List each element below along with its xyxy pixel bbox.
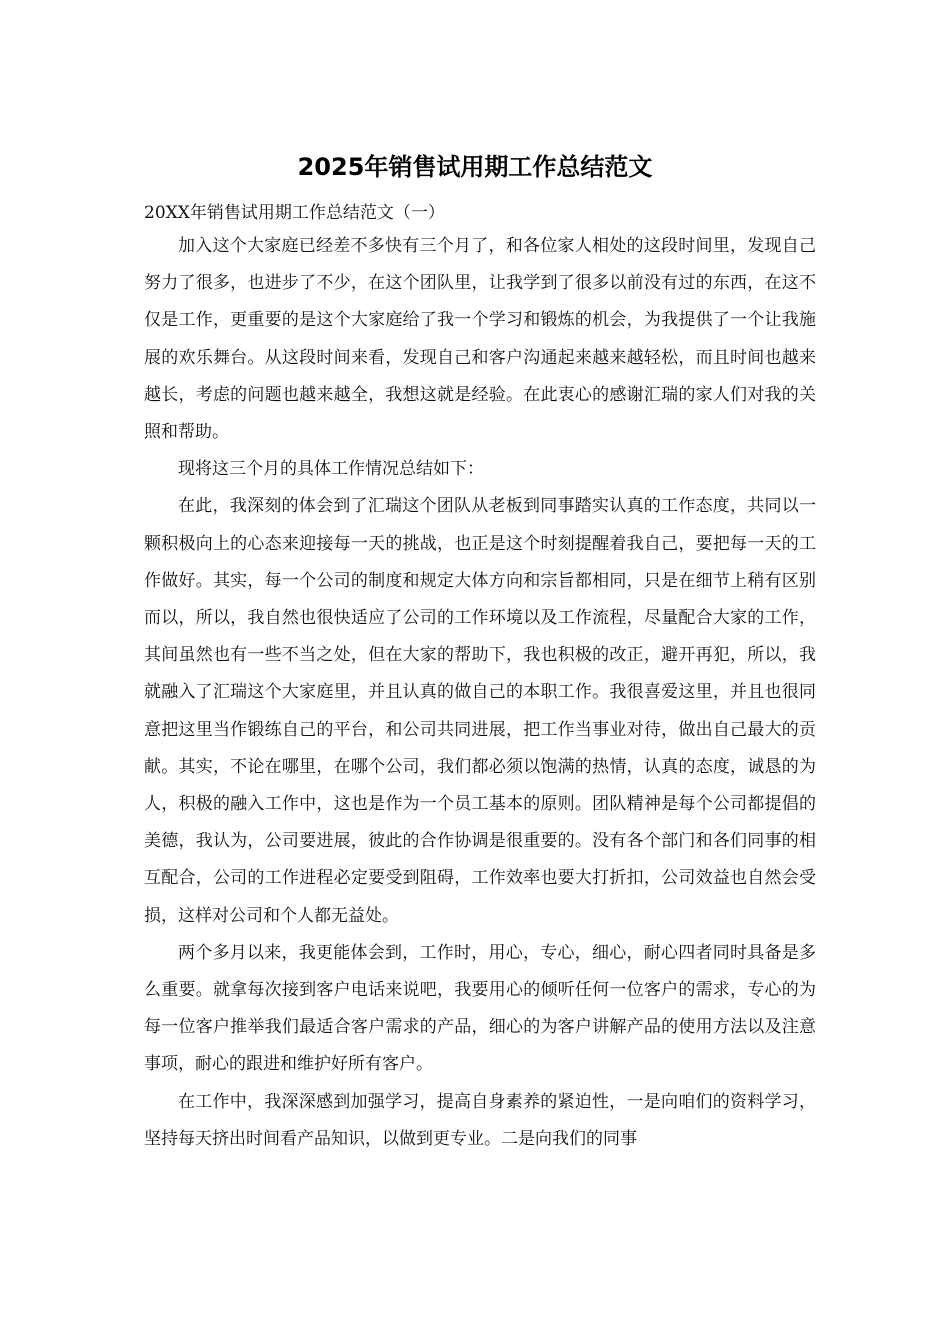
paragraph-learning: 在工作中，我深深感到加强学习，提高自身素养的紧迫性，一是向咱们的资料学习，坚持每天挤出时间看产品知识，以做到更专业。二是向我们的同事 (144, 1091, 816, 1149)
document-title: 2025年销售试用期工作总结范文 (297, 153, 653, 181)
paragraph-team-experience: 在此，我深刻的体会到了汇瑞这个团队从老板到同事踏实认真的工作态度，共同以一颗积极向上的心态来迎接每一天的挑战，也正是这个时刻提醒着我自己，要把每一天的工作做好。其实，每一个公司的制度和规定大体方向和宗旨都相同，只是在细节上稍有区别而以，所以，我自然也很快适应了公司的工作环境以及工作流程，尽量配合大家的工作，其间虽然也有一些不当之处，但在大家的帮助下，我也积极的改正，避开再犯，所以，我就融入了汇瑞这个大家庭里，并且认真的做自己的本职工作。我很喜爱这里，并且也很同意把这里当作锻练自己的平台，和公司共同进展，把工作当事业对待，做出自己最大的贡献。其实，不论在哪里，在哪个公司，我们都必须以饱满的热情，认真的态度，诚恳的为人，积极的融入工作中，这也是作为一个员工基本的原则。团队精神是每个公司都提倡的美德，我认为，公司要进展，彼此的合作协调是很重要的。没有各个部门和各们同事的相互配合，公司的工作进程必定要受到阻碍，工作效率也要大打折扣，公司效益也自然会受损，这样对公司和个人都无益处。 (144, 496, 816, 926)
paragraph-work-attitude: 两个多月以来，我更能体会到，工作时，用心，专心，细心，耐心四者同时具备是多么重要。就拿每次接到客户电话来说吧，我要用心的倾听任何一位客户的需求，专心的为每一位客户推举我们最适合客户需求的产品，细心的为客户讲解产品的使用方法以及注意事项，耐心的跟进和维护好所有客户。 (144, 942, 816, 1075)
paragraph-intro: 加入这个大家庭已经差不多快有三个月了，和各位家人相处的这段时间里，发现自己努力了很多，也进步了不少，在这个团队里，让我学到了很多以前没有过的东西，在这不仅是工作，更重要的是这个大家庭给了我一个学习和锻炼的机会，为我提供了一个让我施展的欢乐舞台。从这段时间来看，发现自己和客户沟通起来越来越轻松，而且时间也越来越长，考虑的问题也越来越全，我想这就是经验。在此衷心的感谢汇瑞的家人们对我的关照和帮助。 (144, 236, 816, 443)
paragraph-summary-lead: 现将这三个月的具体工作情况总结如下： (178, 459, 484, 480)
section-heading: 20XX年销售试用期工作总结范文（一） (144, 203, 445, 223)
document-body (144, 198, 816, 1158)
